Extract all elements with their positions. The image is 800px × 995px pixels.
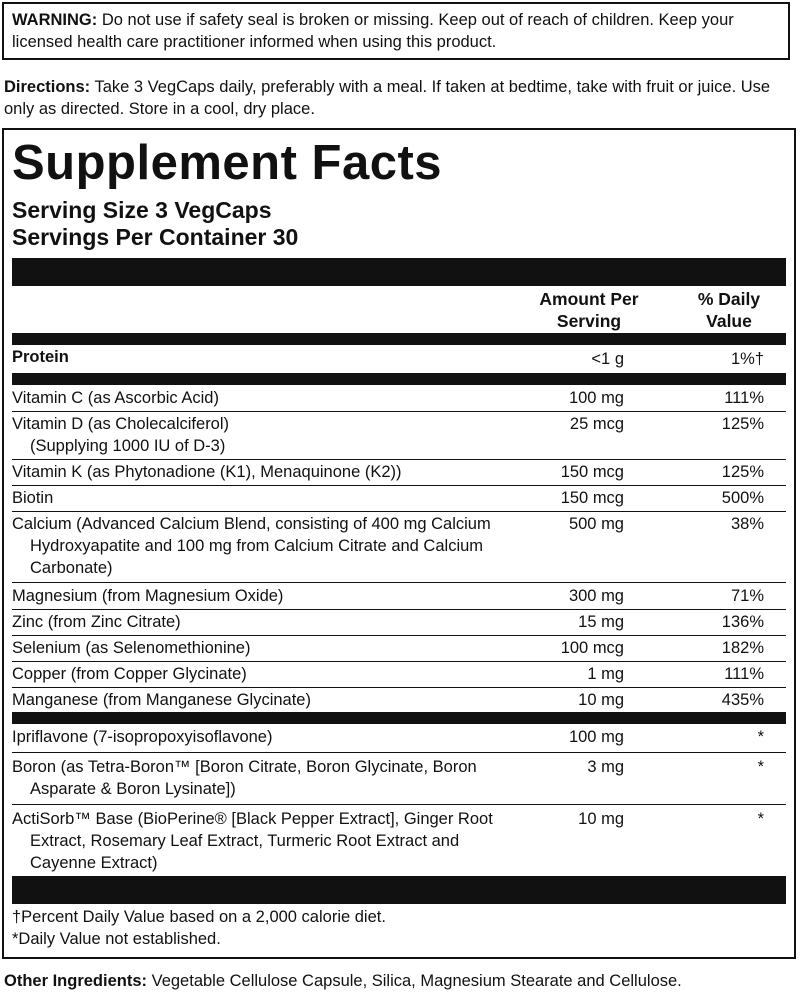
protein-dv: 1%† <box>730 350 764 368</box>
directions-text: Take 3 VegCaps daily, preferably with a meal. If taken at bedtime, take with fruit or juice. Use only as directed. Store in a cool, dry place. <box>4 78 771 118</box>
row-ipriflavone-dv: * <box>757 728 764 746</box>
row-copper-amount: 1 mg <box>587 665 624 683</box>
row-vitamin-d-name: Vitamin D (as Cholecalciferol) (Supplying 1000 IU of D-3) <box>12 415 230 455</box>
row-vitamin-k-name: Vitamin K (as Phytonadione (K1), Menaquinone (K2)) <box>12 463 402 481</box>
header-amount: Amount Per Serving <box>539 289 639 331</box>
row-selenium-name: Selenium (as Selenomethionine) <box>12 639 251 657</box>
row-vitamin-k-dv: 125% <box>721 463 764 481</box>
protein-amount: <1 g <box>591 350 624 368</box>
header-divider <box>12 333 786 345</box>
row-ipriflavone-name: Ipriflavone (7-isopropoxyisoflavone) <box>12 728 273 746</box>
row-boron-name: Boron (as Tetra-Boron™ [Boron Citrate, Boron Glycinate, Boron Asparate & Boron Lysinate]) <box>12 758 477 798</box>
protein-divider <box>12 373 786 385</box>
row-vitamin-c-amount: 100 mg <box>568 389 624 407</box>
servings-per-container: Servings Per Container 30 <box>12 224 299 250</box>
footnote-daily-value: †Percent Daily Value based on a 2,000 calorie diet. <box>12 908 386 926</box>
row-boron-amount: 3 mg <box>587 758 624 776</box>
row-manganese-name: Manganese (from Manganese Glycinate) <box>12 691 311 709</box>
row-divider <box>12 635 786 636</box>
row-copper-dv: 111% <box>724 665 764 683</box>
row-manganese-amount: 10 mg <box>578 691 624 709</box>
row-divider <box>12 411 786 412</box>
row-divider <box>12 459 786 460</box>
row-zinc-dv: 136% <box>721 613 764 631</box>
header-daily-value: % Daily Value <box>697 289 761 331</box>
row-magnesium-name: Magnesium (from Magnesium Oxide) <box>12 587 284 605</box>
row-biotin-dv: 500% <box>721 489 764 507</box>
row-zinc-name: Zinc (from Zinc Citrate) <box>12 613 181 631</box>
row-selenium-dv: 182% <box>721 639 764 657</box>
row-divider <box>12 511 786 512</box>
row-copper-name: Copper (from Copper Glycinate) <box>12 665 247 683</box>
directions <box>4 76 796 120</box>
warning-text: Do not use if safety seal is broken or missing. Keep out of reach of children. Keep your licensed health care practitioner informed when using this product. <box>12 11 734 51</box>
warning-box <box>2 2 790 60</box>
row-divider <box>12 804 786 805</box>
other-ingredients-label: Other Ingredients: <box>4 972 148 990</box>
row-magnesium-amount: 300 mg <box>568 587 624 605</box>
other-ingredients-text: Vegetable Cellulose Capsule, Silica, Magnesium Stearate and Cellulose. <box>151 972 682 990</box>
section-divider <box>12 712 786 724</box>
row-divider <box>12 582 786 583</box>
protein-name: Protein <box>12 348 69 366</box>
row-actisorb-dv: * <box>757 810 764 828</box>
row-vitamin-c-dv: 111% <box>724 389 764 407</box>
row-selenium-amount: 100 mcg <box>560 639 624 657</box>
bottom-thick-divider <box>12 876 786 904</box>
row-biotin-amount: 150 mcg <box>560 489 624 507</box>
row-divider <box>12 752 786 753</box>
serving-size: Serving Size 3 VegCaps <box>12 197 272 223</box>
row-zinc-amount: 15 mg <box>578 613 624 631</box>
thick-divider <box>12 258 786 286</box>
row-vitamin-k-amount: 150 mcg <box>560 463 624 481</box>
row-biotin-name: Biotin <box>12 489 54 507</box>
footnotes <box>12 906 386 950</box>
other-ingredients <box>4 970 796 992</box>
row-actisorb-name: ActiSorb™ Base (BioPerine® [Black Pepper Extract], Ginger Root Extract, Rosemary Leaf Extract, Turmeric Root Extract and Cayenne Extract) <box>12 810 493 872</box>
row-actisorb-amount: 10 mg <box>578 810 624 828</box>
row-manganese-dv: 435% <box>721 691 764 709</box>
row-calcium-name: Calcium (Advanced Calcium Blend, consisting of 400 mg Calcium Hydroxyapatite and 100 mg from Calcium Citrate and Calcium Carbonate) <box>12 515 491 577</box>
row-ipriflavone-amount: 100 mg <box>568 728 624 746</box>
footnote-not-established: *Daily Value not established. <box>12 930 221 948</box>
row-calcium-dv: 38% <box>730 515 764 533</box>
warning-label: WARNING: <box>12 11 98 29</box>
row-divider <box>12 661 786 662</box>
row-boron-dv: * <box>757 758 764 776</box>
supplement-facts-panel <box>2 128 796 959</box>
row-divider <box>12 609 786 610</box>
serving-info <box>12 197 298 251</box>
row-vitamin-c-name: Vitamin C (as Ascorbic Acid) <box>12 389 219 407</box>
row-vitamin-d-dv: 125% <box>721 415 764 433</box>
row-vitamin-d-amount: 25 mcg <box>569 415 624 433</box>
row-divider <box>12 687 786 688</box>
row-magnesium-dv: 71% <box>730 587 764 605</box>
panel-title: Supplement Facts <box>12 136 443 190</box>
row-divider <box>12 485 786 486</box>
directions-label: Directions: <box>4 78 91 96</box>
row-calcium-amount: 500 mg <box>568 515 624 533</box>
